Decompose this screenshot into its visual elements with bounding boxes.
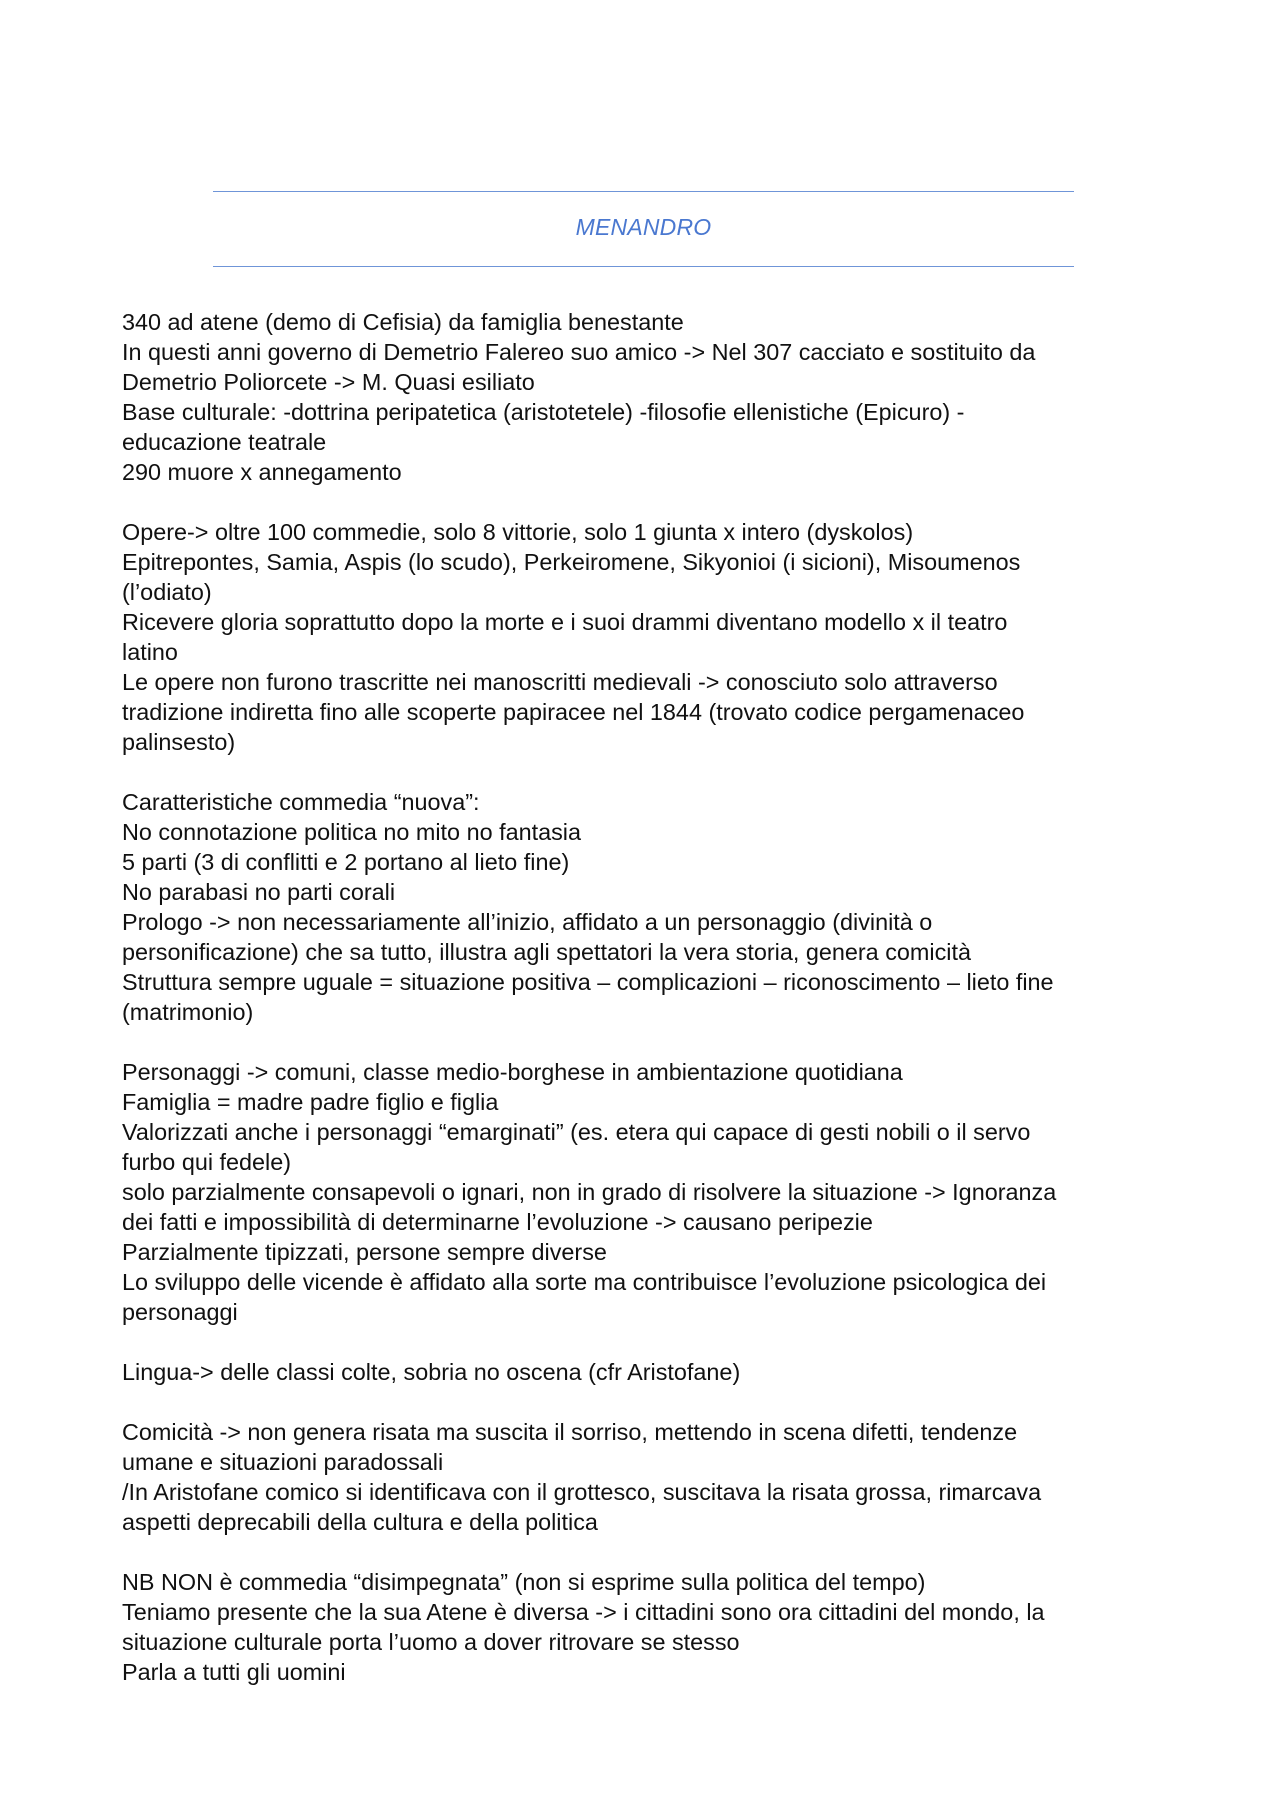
text-line: Caratteristiche commedia “nuova”: — [122, 789, 480, 815]
paragraph-comicita — [122, 1417, 1182, 1537]
text-line: No connotazione politica no mito no fantasia — [122, 819, 582, 845]
text-line: Lingua-> delle classi colte, sobria no oscena (cfr Aristofane) — [122, 1359, 741, 1385]
text-line: Opere-> oltre 100 commedie, solo 8 vittorie, solo 1 giunta x intero (dyskolos) — [122, 519, 914, 545]
paragraph-opere — [122, 517, 1182, 757]
text-line: situazione culturale porta l’uomo a dover ritrovare se stesso — [122, 1629, 740, 1655]
text-line: Lo sviluppo delle vicende è affidato alla sorte ma contribuisce l’evoluzione psicologica dei — [122, 1269, 1047, 1295]
title-rule-top — [213, 191, 1074, 192]
text-line: dei fatti e impossibilità di determinarne l’evoluzione -> causano peripezie — [122, 1209, 873, 1235]
text-line: Struttura sempre uguale = situazione positiva – complicazioni – riconoscimento – lieto fine — [122, 969, 1054, 995]
page-title: MENANDRO — [575, 214, 712, 240]
text-line: (l’odiato) — [122, 579, 212, 605]
text-line: Demetrio Poliorcete -> M. Quasi esiliato — [122, 369, 535, 395]
text-line: umane e situazioni paradossali — [122, 1449, 444, 1475]
paragraph-lingua — [122, 1357, 1182, 1387]
text-line: latino — [122, 639, 178, 665]
text-line: (matrimonio) — [122, 999, 254, 1025]
text-line: 5 parti (3 di conflitti e 2 portano al lieto fine) — [122, 849, 570, 875]
text-line: educazione teatrale — [122, 429, 327, 455]
text-line: Teniamo presente che la sua Atene è diversa -> i cittadini sono ora cittadini del mondo, la — [122, 1599, 1045, 1625]
paragraph-personaggi — [122, 1057, 1182, 1327]
text-line: aspetti deprecabili della cultura e della politica — [122, 1509, 598, 1535]
text-line: personificazione) che sa tutto, illustra agli spettatori la vera storia, genera comicità — [122, 939, 971, 965]
text-line: Famiglia = madre padre figlio e figlia — [122, 1089, 499, 1115]
document-body — [122, 307, 1182, 1717]
text-line: Le opere non furono trascritte nei manoscritti medievali -> conosciuto solo attraverso — [122, 669, 998, 695]
text-line: Comicità -> non genera risata ma suscita il sorriso, mettendo in scena difetti, tendenze — [122, 1419, 1018, 1445]
text-line: Parzialmente tipizzati, persone sempre diverse — [122, 1239, 607, 1265]
text-line: tradizione indiretta fino alle scoperte papiracee nel 1844 (trovato codice pergamenaceo — [122, 699, 1025, 725]
paragraph-caratteristiche — [122, 787, 1182, 1027]
text-line: Personaggi -> comuni, classe medio-borghese in ambientazione quotidiana — [122, 1059, 903, 1085]
text-line: No parabasi no parti corali — [122, 879, 396, 905]
text-line: furbo qui fedele) — [122, 1149, 292, 1175]
text-line: Parla a tutti gli uomini — [122, 1659, 346, 1685]
text-line: Epitrepontes, Samia, Aspis (lo scudo), Perkeiromene, Sikyonioi (i sicioni), Misoumenos — [122, 549, 1021, 575]
text-line: 290 muore x annegamento — [122, 459, 402, 485]
text-line: solo parzialmente consapevoli o ignari, non in grado di risolvere la situazione -> Ignoranza — [122, 1179, 1057, 1205]
text-line: Base culturale: -dottrina peripatetica (aristotetele) -filosofie ellenistiche (Epicuro) - — [122, 399, 965, 425]
text-line: In questi anni governo di Demetrio Falereo suo amico -> Nel 307 cacciato e sostituito da — [122, 339, 1036, 365]
text-line: NB NON è commedia “disimpegnata” (non si esprime sulla politica del tempo) — [122, 1569, 926, 1595]
text-line: palinsesto) — [122, 729, 236, 755]
text-line: personaggi — [122, 1299, 238, 1325]
paragraph-biography — [122, 307, 1182, 487]
text-line: Prologo -> non necessariamente all’inizio, affidato a un personaggio (divinità o — [122, 909, 933, 935]
text-line: /In Aristofane comico si identificava con il grottesco, suscitava la risata grossa, rimarcava — [122, 1479, 1042, 1505]
text-line: Ricevere gloria soprattutto dopo la morte e i suoi drammi diventano modello x il teatro — [122, 609, 1008, 635]
text-line: Valorizzati anche i personaggi “emarginati” (es. etera qui capace di gesti nobili o il servo — [122, 1119, 1031, 1145]
title-rule-bottom — [213, 266, 1074, 267]
text-line: 340 ad atene (demo di Cefisia) da famiglia benestante — [122, 309, 684, 335]
paragraph-nb — [122, 1567, 1182, 1687]
